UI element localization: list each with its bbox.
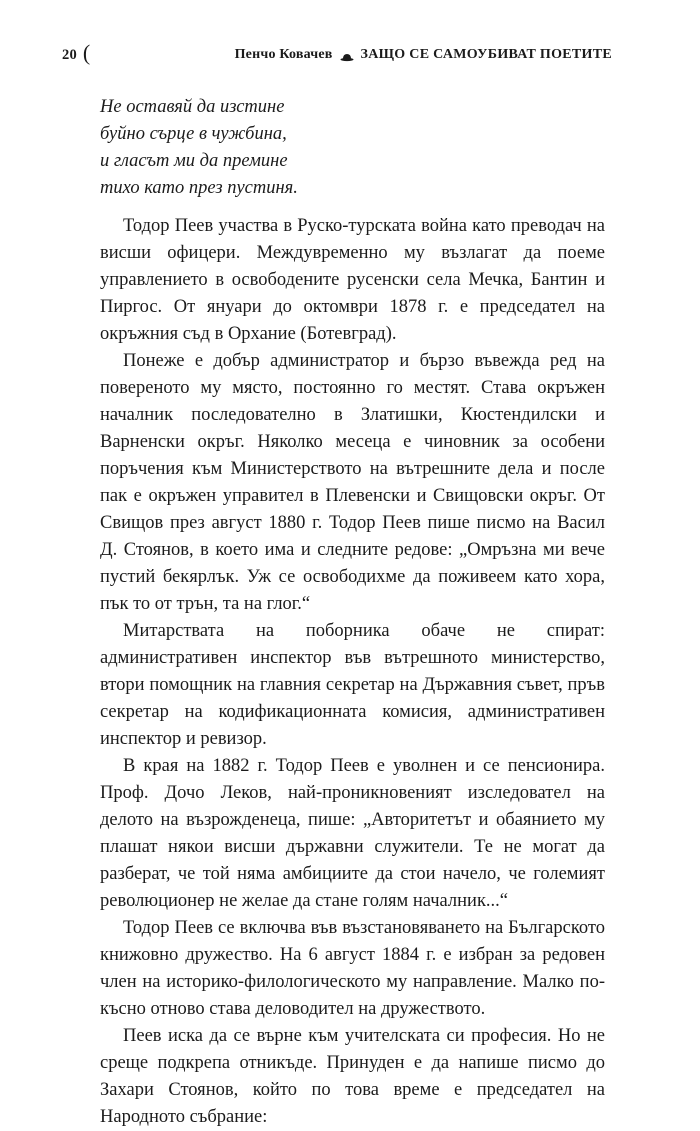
poem-line: тихо като през пустиня.: [100, 178, 298, 198]
poem-line: буйно сърце в чужбина,: [100, 124, 287, 144]
poem-line: и гласът ми да премине: [100, 151, 288, 171]
poem-epigraph: [100, 94, 298, 202]
running-header: [62, 40, 612, 65]
body-text: [100, 213, 605, 1131]
paragraph: Пеев иска да се върне към учителската си професия. Но не среще подкрепа отникъде. Принуден е да напише писмо до Захари Стоянов, който по това време е председател на Народното събрание:: [100, 1026, 605, 1127]
poem-line: Не оставяй да изстине: [100, 97, 285, 117]
hat-icon: [340, 51, 354, 60]
header-left: [62, 40, 91, 65]
paragraph: Понеже е добър администратор и бързо въвежда ред на повереното му място, постоянно го местят. Става окръжен началник последователно в Златишки, Кюстендилски и Варненски окръг. Няколко месеца е чиновник за особени поръчения към Министерството на вътрешните дела и после пак е окръжен управител в Плевенски и Свищовски окръг. От Свищов през август 1880 г. Тодор Пеев пише писмо на Васил Д. Стоянов, в което има и следните редове: „Омръзна ми вече пустий бекярлък. Уж се освободихме да поживеем като хора, пък то от трън, та на глог.“: [100, 351, 605, 614]
page-number: 20: [62, 46, 77, 63]
paragraph: Митарствата на поборника обаче не спират: административен инспектор във вътрешното министерство, втори помощник на главния секретар на Държавния съвет, пръв секретар на кодификационната комисия, административен инспектор и ревизор.: [100, 621, 605, 749]
header-book-title: ЗАЩО СЕ САМОУБИВАТ ПОЕТИТЕ: [360, 47, 612, 62]
paragraph: Тодор Пеев се включва във възстановяването на Българското книжовно дружество. На 6 август 1884 г. е избран за редовен член на историко-филологическото му направление. Малко по-късно отново става деловодител на дружеството.: [100, 918, 605, 1019]
header-right: [235, 47, 612, 63]
header-parenthesis: (: [82, 40, 91, 65]
paragraph: В края на 1882 г. Тодор Пеев е уволнен и се пенсионира. Проф. Дочо Леков, най-проникновеният изследовател на делото на възрожденеца, пише: „Авторитетът и обаянието му плашат някои висши държавни служители. Те не могат да разберат, че той няма амбициите да стои начело, че големият революционер не желае да стане голям началник...“: [100, 756, 605, 911]
header-author: Пенчо Ковачев: [234, 47, 333, 62]
paragraph: Тодор Пеев участва в Руско-турската война като преводач на висши офицери. Междувременно му възлагат да поеме управлението в освободените русенски села Мечка, Бантин и Пиргос. От януари до октомври 1878 г. е председател на окръжния съд в Орхание (Ботевград).: [100, 216, 605, 344]
